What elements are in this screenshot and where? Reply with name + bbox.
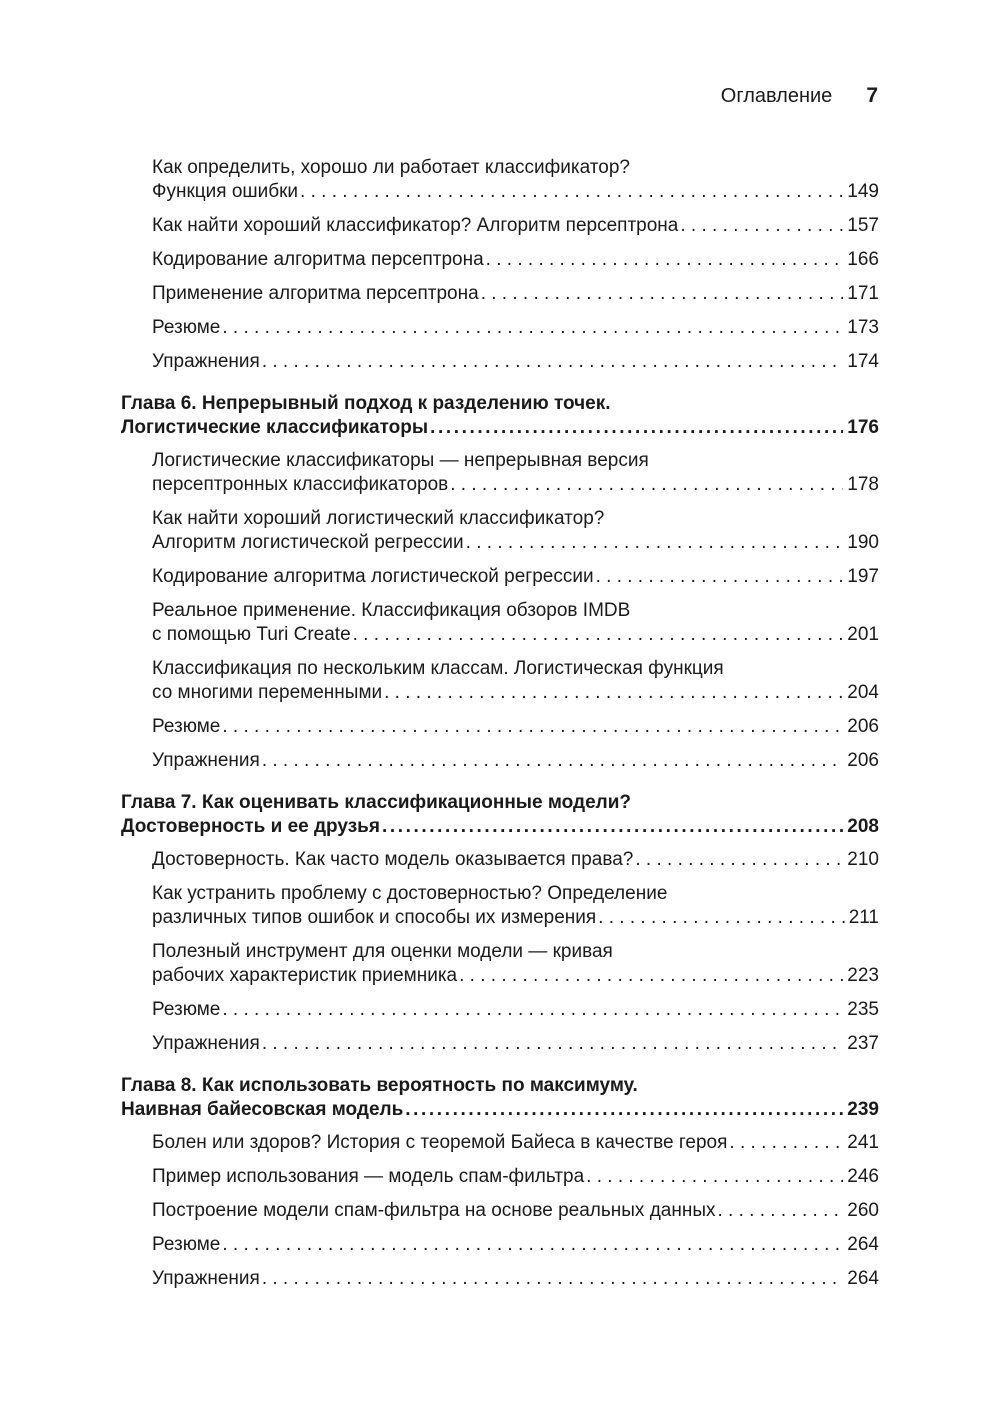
toc-entry-title: Полезный инструмент для оценки модели — кривая — [152, 941, 613, 962]
dot-leader — [222, 1233, 843, 1257]
toc-entry[interactable] — [121, 1131, 879, 1155]
toc-entry-line — [152, 906, 879, 930]
dot-leader — [459, 964, 843, 988]
toc-page-number: 149 — [847, 181, 879, 202]
toc-entry-line — [152, 282, 879, 306]
toc-entry-title: Кодирование алгоритма логистической регрессии — [152, 566, 594, 587]
toc-page-number: 241 — [847, 1132, 879, 1153]
toc-entry[interactable] — [121, 998, 879, 1022]
toc-entry-title: Глава 8. Как использовать вероятность по максимуму. — [121, 1075, 638, 1096]
toc-entry-line — [152, 623, 879, 647]
dot-leader — [450, 473, 843, 497]
toc-entry[interactable] — [121, 882, 879, 930]
toc-entry-line — [152, 681, 879, 705]
toc-entry-line — [152, 882, 879, 906]
toc-page-number: 237 — [847, 1033, 879, 1054]
toc-entry-title: Резюме — [152, 1234, 221, 1255]
toc-page-number: 174 — [847, 351, 879, 372]
toc-entry-title: персептронных классификаторов — [152, 474, 449, 495]
toc-entry-title: Функция ошибки — [152, 181, 299, 202]
toc-page-number: 206 — [847, 750, 879, 771]
toc-entry-title: различных типов ошибок и способы их измерения — [152, 907, 597, 928]
dot-leader — [635, 848, 843, 872]
dot-leader — [486, 248, 844, 272]
toc-entry[interactable] — [121, 350, 879, 374]
toc-entry[interactable] — [121, 848, 879, 872]
toc-page-number: 201 — [847, 624, 879, 645]
toc-entry-title: Как найти хороший классификатор? Алгоритм персептрона — [152, 215, 679, 236]
dot-leader — [300, 180, 843, 204]
toc-entry-line — [152, 1032, 879, 1056]
toc-page-number: 264 — [847, 1268, 879, 1289]
toc-entry-title: Логистические классификаторы — непрерывная версия — [152, 450, 649, 471]
toc-entry-title: рабочих характеристик приемника — [152, 965, 458, 986]
toc-entry[interactable] — [121, 565, 879, 589]
toc-entry[interactable] — [121, 156, 879, 204]
running-head-title: Оглавление — [720, 85, 833, 107]
toc-page-number: 178 — [847, 474, 879, 495]
toc-entry[interactable] — [121, 282, 879, 306]
dot-leader — [481, 282, 844, 306]
toc-entry-title: Алгоритм логистической регрессии — [152, 532, 464, 553]
toc-entry-title: Как найти хороший логистический классификатор? — [152, 508, 605, 529]
toc-entry-line — [121, 392, 879, 416]
toc-entry[interactable] — [121, 599, 879, 647]
toc-entry[interactable] — [121, 749, 879, 773]
toc-entry-line — [152, 449, 879, 473]
toc-page-number: 210 — [847, 849, 879, 870]
toc-page-number: 204 — [847, 682, 879, 703]
toc-page-number: 223 — [847, 965, 879, 986]
toc-entry-line — [152, 940, 879, 964]
toc-entry-line — [152, 749, 879, 773]
toc-entry-line — [152, 848, 879, 872]
toc-entry[interactable] — [121, 657, 879, 705]
dot-leader — [466, 531, 844, 555]
dot-leader — [262, 1032, 843, 1056]
toc-entry-line — [152, 531, 879, 555]
toc-entry[interactable] — [121, 449, 879, 497]
dot-leader — [222, 715, 843, 739]
dot-leader — [262, 1267, 843, 1291]
dot-leader — [680, 214, 843, 238]
toc-entry-line — [152, 657, 879, 681]
toc-entry-line — [121, 416, 879, 440]
toc-entry-title: Реальное применение. Классификация обзоров IMDB — [152, 600, 631, 621]
toc-entry[interactable] — [121, 1165, 879, 1189]
toc-entry[interactable] — [121, 1032, 879, 1056]
toc-entry-line — [152, 180, 879, 204]
toc-entry-line — [152, 507, 879, 531]
dot-leader — [382, 815, 843, 839]
toc-entry-title: Упражнения — [152, 1268, 260, 1289]
running-head — [721, 84, 878, 108]
dot-leader — [729, 1131, 843, 1155]
toc-page-number: 190 — [847, 532, 879, 553]
toc-entry-title: со многими переменными — [152, 682, 383, 703]
toc-entry[interactable] — [121, 1199, 879, 1223]
toc-entry-line — [152, 964, 879, 988]
toc-page-number: 171 — [847, 283, 879, 304]
toc-page-number: 157 — [847, 215, 879, 236]
toc-page-number: 264 — [847, 1234, 879, 1255]
toc-entry[interactable] — [121, 940, 879, 988]
page-number: 7 — [866, 84, 878, 107]
toc-page-number: 208 — [847, 816, 879, 837]
toc-entry-title: Наивная байесовская модель — [121, 1099, 404, 1120]
toc-page-number: 173 — [847, 317, 879, 338]
toc-entry-title: Как определить, хорошо ли работает классификатор? — [152, 157, 630, 178]
toc-entry-line — [152, 1165, 879, 1189]
toc-entry-title: Логистические классификаторы — [121, 417, 429, 438]
toc-entry-line — [152, 599, 879, 623]
toc-entry-line — [152, 316, 879, 340]
toc-entry-line — [152, 1131, 879, 1155]
toc-entry-title: Упражнения — [152, 1033, 260, 1054]
toc-entry-line — [152, 1233, 879, 1257]
toc-entry[interactable] — [121, 248, 879, 272]
toc-page-number: 166 — [847, 249, 879, 270]
toc-entry-title: Достоверность. Как часто модель оказывается права? — [152, 849, 634, 870]
toc-entry-title: Пример использования — модель спам-фильтра — [152, 1166, 585, 1187]
toc-page-number: 197 — [847, 566, 879, 587]
toc-entry-line — [152, 248, 879, 272]
toc-entry-title: Болен или здоров? История с теоремой Байеса в качестве героя — [152, 1132, 728, 1153]
toc-entry-title: Глава 6. Непрерывный подход к разделению точек. — [121, 393, 611, 414]
toc-entry-line — [152, 473, 879, 497]
toc-entry-title: Резюме — [152, 317, 221, 338]
toc-chapter-entry[interactable] — [121, 791, 879, 839]
dot-leader — [598, 906, 845, 930]
toc-entry-title: Применение алгоритма персептрона — [152, 283, 479, 304]
toc-entry-title: Достоверность и ее друзья — [121, 816, 380, 837]
toc-entry-line — [152, 1267, 879, 1291]
toc-entry-title: Резюме — [152, 999, 221, 1020]
toc-entry-line — [152, 214, 879, 238]
toc-entry[interactable] — [121, 1233, 879, 1257]
table-of-contents — [121, 156, 879, 1301]
toc-entry-line — [152, 1199, 879, 1223]
dot-leader — [222, 316, 843, 340]
toc-chapter-entry[interactable] — [121, 1074, 879, 1122]
toc-entry[interactable] — [121, 214, 879, 238]
dot-leader — [222, 998, 843, 1022]
dot-leader — [596, 565, 844, 589]
toc-page-number: 206 — [847, 716, 879, 737]
toc-page-number: 176 — [847, 417, 879, 438]
toc-entry-title: Как устранить проблему с достоверностью? Определение — [152, 883, 668, 904]
toc-entry[interactable] — [121, 1267, 879, 1291]
toc-entry-line — [152, 565, 879, 589]
toc-entry-title: Упражнения — [152, 351, 260, 372]
toc-entry-line — [121, 1074, 879, 1098]
toc-chapter-entry[interactable] — [121, 392, 879, 440]
toc-entry-line — [152, 715, 879, 739]
dot-leader — [384, 681, 843, 705]
toc-entry-title: Глава 7. Как оценивать классификационные модели? — [121, 792, 632, 813]
toc-entry[interactable] — [121, 715, 879, 739]
dot-leader — [405, 1098, 843, 1122]
toc-entry[interactable] — [121, 316, 879, 340]
toc-entry-line — [121, 1098, 879, 1122]
toc-page-number: 260 — [847, 1200, 879, 1221]
toc-entry-title: Упражнения — [152, 750, 260, 771]
toc-entry-title: Кодирование алгоритма персептрона — [152, 249, 484, 270]
toc-entry-title: Резюме — [152, 716, 221, 737]
dot-leader — [353, 623, 844, 647]
dot-leader — [718, 1199, 844, 1223]
dot-leader — [262, 749, 843, 773]
toc-entry-title: с помощью Turi Create — [152, 624, 351, 645]
toc-page-number: 235 — [847, 999, 879, 1020]
toc-entry-title: Классификация по нескольким классам. Логистическая функция — [152, 658, 724, 679]
dot-leader — [262, 350, 843, 374]
toc-entry-line — [152, 350, 879, 374]
toc-entry-title: Построение модели спам-фильтра на основе реальных данных — [152, 1200, 716, 1221]
toc-entry[interactable] — [121, 507, 879, 555]
toc-entry-line — [121, 791, 879, 815]
toc-page-number: 246 — [847, 1166, 879, 1187]
toc-page-number: 211 — [848, 907, 879, 928]
toc-entry-line — [121, 815, 879, 839]
toc-entry-line — [152, 998, 879, 1022]
dot-leader — [430, 416, 843, 440]
toc-page-number: 239 — [847, 1099, 879, 1120]
dot-leader — [586, 1165, 843, 1189]
toc-entry-line — [152, 156, 879, 180]
